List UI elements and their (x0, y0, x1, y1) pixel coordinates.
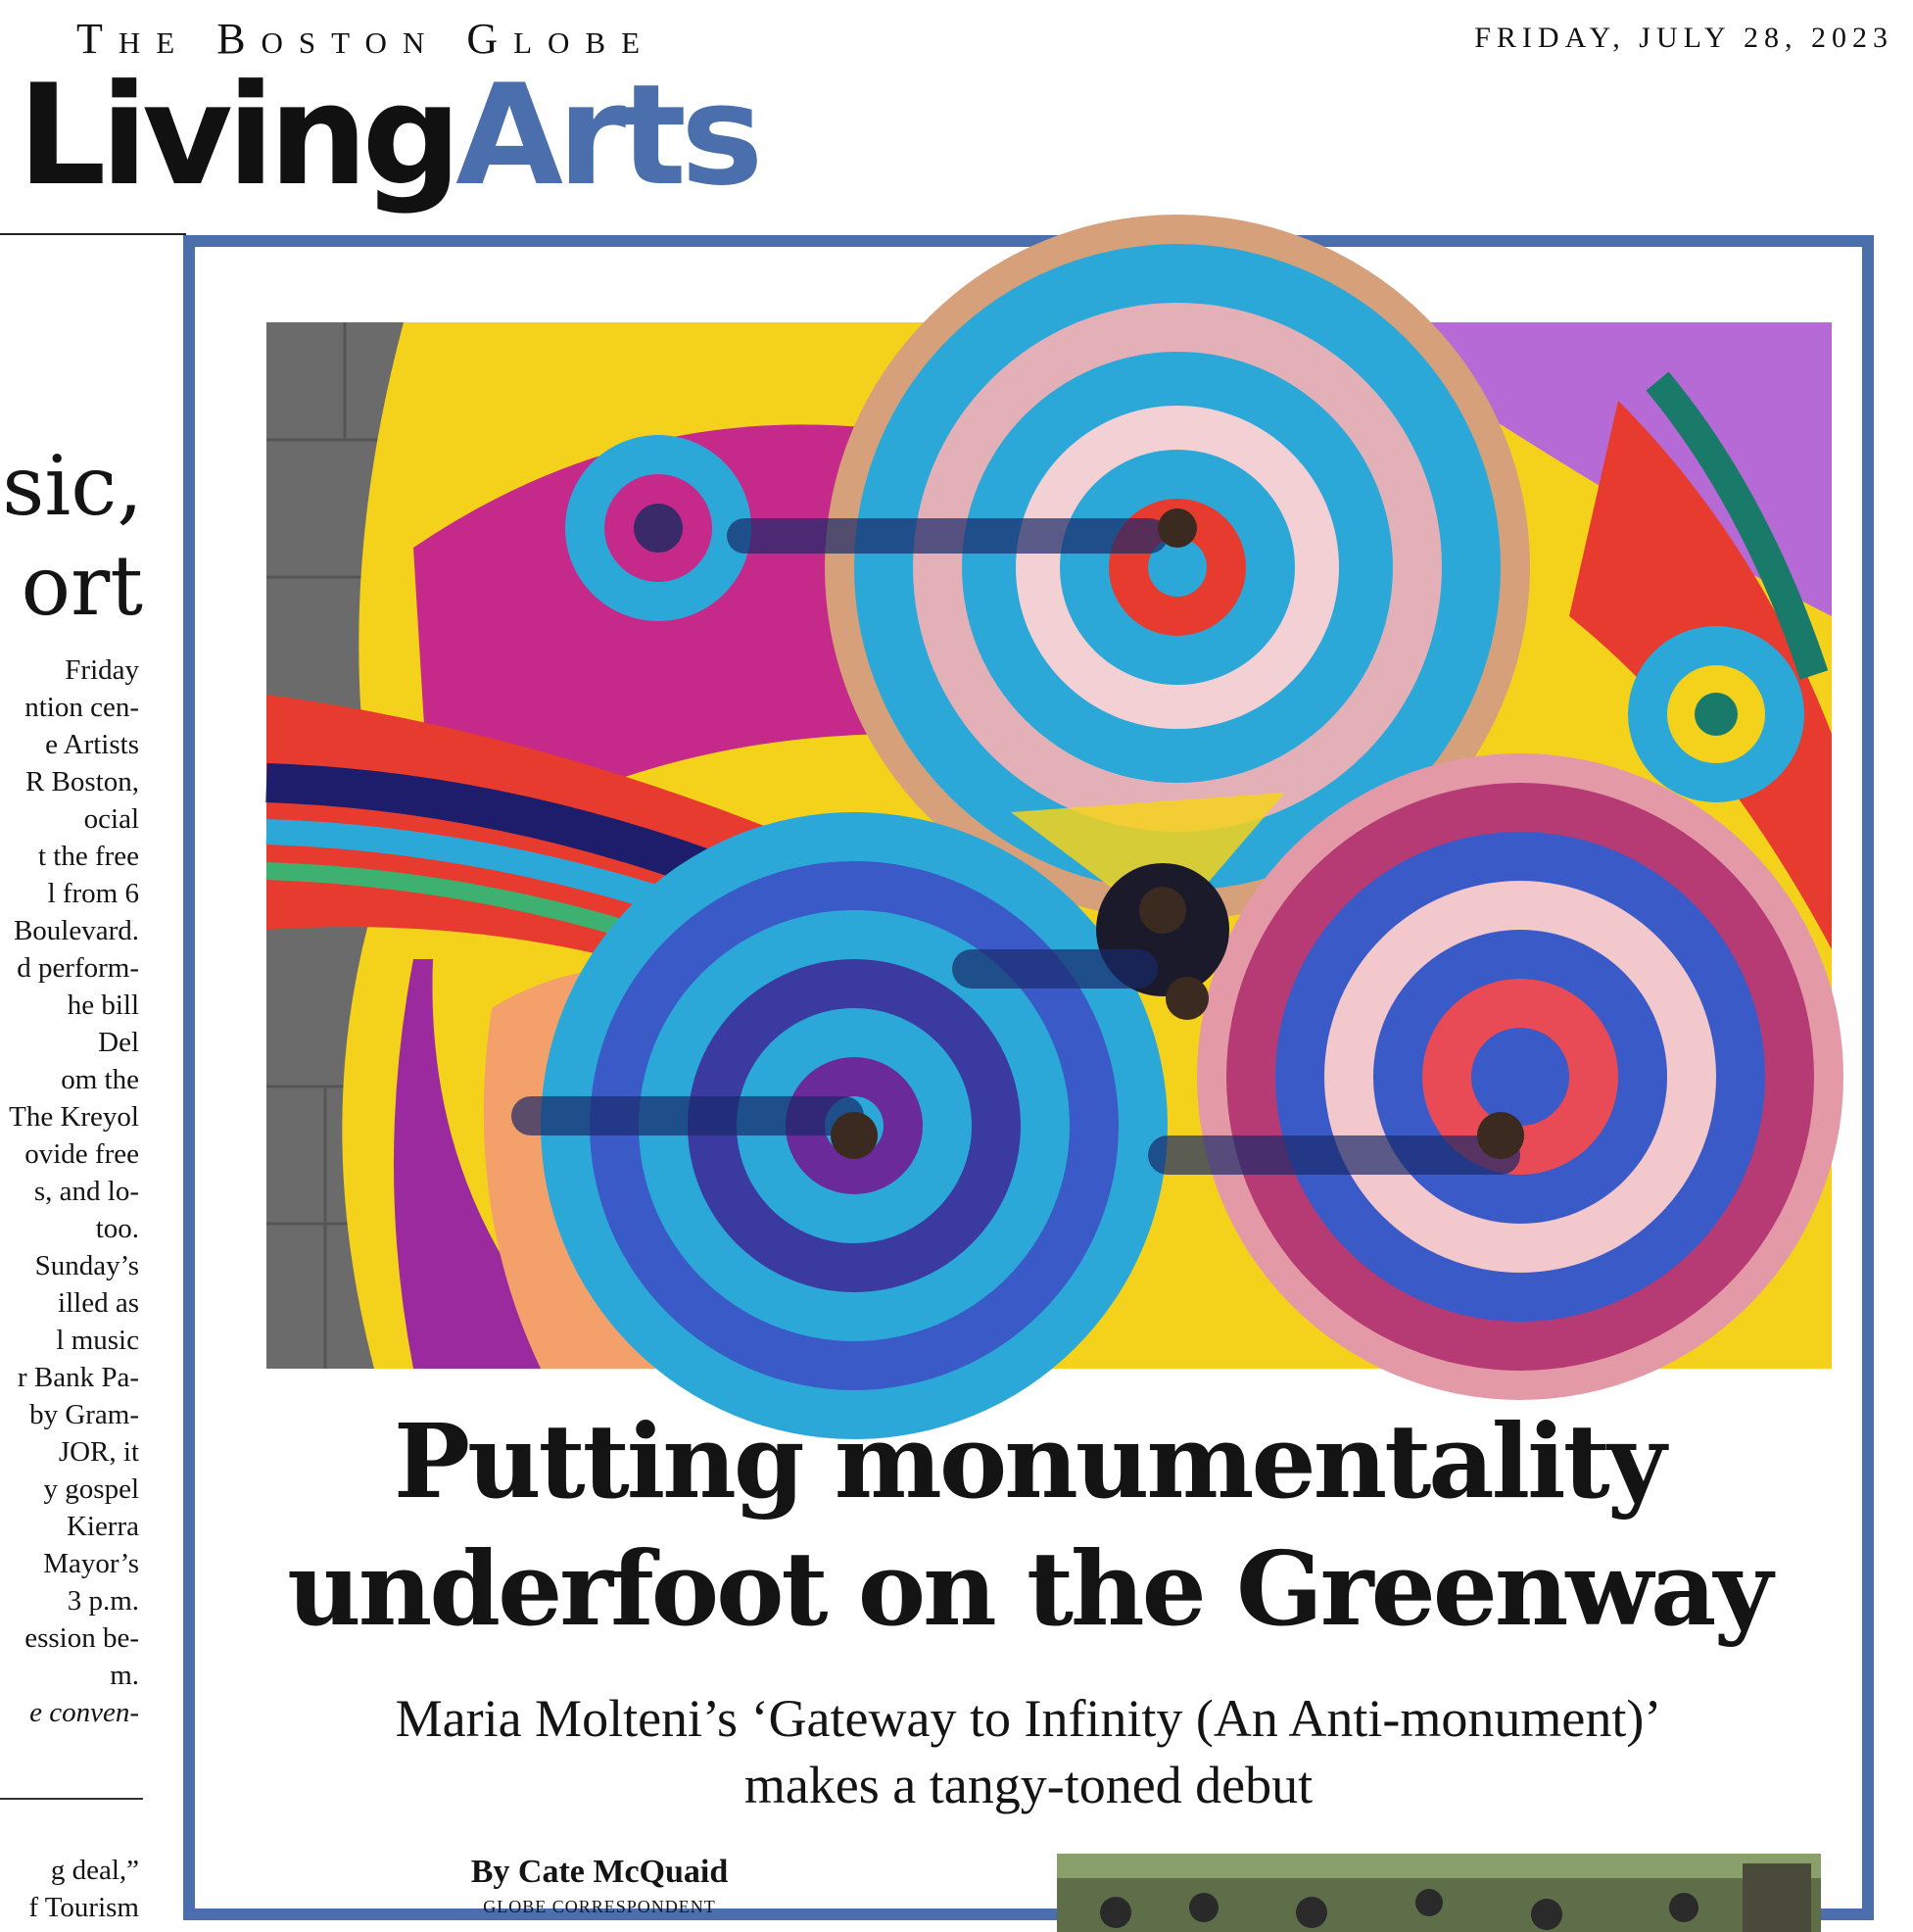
left-column-rule (0, 1798, 143, 1800)
body-line: ntion cen- (24, 692, 139, 723)
body-line: f Tourism (28, 1892, 139, 1923)
left-headline-line: ort (21, 538, 143, 634)
byline-author: By Cate McQuaid (470, 1854, 729, 1890)
feature-headline (195, 1398, 1862, 1653)
byline-role: GLOBE CORRESPONDENT (483, 1897, 716, 1916)
body-line: g deal,” (50, 1855, 139, 1886)
body-line: Sunday’s (34, 1250, 139, 1281)
body-line: l music (56, 1325, 139, 1356)
artwork-illustration (266, 322, 1832, 1369)
feature-box (183, 235, 1874, 1920)
section-title-arts: Arts (455, 55, 758, 217)
left-column-story (0, 235, 143, 1923)
body-line: d perform- (17, 952, 139, 984)
body-line: too. (95, 1213, 139, 1244)
body-line: R Boston, (24, 766, 139, 797)
secondary-photo-image (1057, 1854, 1821, 1932)
feature-dek (195, 1685, 1862, 1818)
body-line: by Gram- (29, 1399, 139, 1430)
body-line: Kierra (66, 1511, 139, 1542)
body-line: he bill (67, 990, 139, 1021)
section-title-living: Living (18, 55, 456, 217)
body-line: ovide free (24, 1138, 139, 1170)
body-line: s, and lo- (33, 1176, 139, 1207)
body-line: Del (98, 1027, 139, 1058)
masthead-paper-name: The Boston Globe (76, 15, 656, 63)
body-line: 3 p.m. (67, 1585, 139, 1617)
masthead-date: FRIDAY, JULY 28, 2023 (1474, 22, 1893, 54)
byline (443, 1854, 756, 1917)
section-title (18, 55, 758, 217)
body-line: e Artists (45, 729, 139, 760)
left-column-body (9, 652, 139, 1731)
body-line: t the free (37, 841, 139, 872)
body-line: ession be- (24, 1622, 139, 1654)
dek-line-2: makes a tangy-toned debut (743, 1756, 1314, 1814)
body-line: y gospel (43, 1473, 139, 1505)
feature-artwork-photo (266, 322, 1832, 1369)
headline-line-2: underfoot on the Greenway (287, 1528, 1770, 1649)
body-line: l from 6 (47, 878, 139, 909)
body-line: Boulevard. (13, 915, 139, 946)
body-line-italic: e conven- (29, 1697, 139, 1728)
secondary-photo (1057, 1854, 1821, 1932)
body-line: m. (110, 1660, 139, 1691)
body-line: Friday (65, 654, 139, 686)
left-headline-line: sic, (2, 438, 143, 534)
body-line: om the (61, 1064, 139, 1095)
body-line: illed as (58, 1287, 139, 1319)
body-line: JOR, it (58, 1436, 139, 1468)
dek-line-1: Maria Molteni’s ‘Gateway to Infinity (An Anti-monument)’ (395, 1689, 1662, 1748)
body-line: The Kreyol (9, 1101, 139, 1133)
body-line: ocial (83, 803, 139, 835)
headline-line-1: Putting monumentality (393, 1401, 1664, 1521)
left-column-headline (2, 436, 143, 636)
left-column-body-continued (28, 1852, 139, 1926)
body-line: Mayor’s (43, 1548, 139, 1579)
body-line: r Bank Pa- (17, 1362, 139, 1393)
